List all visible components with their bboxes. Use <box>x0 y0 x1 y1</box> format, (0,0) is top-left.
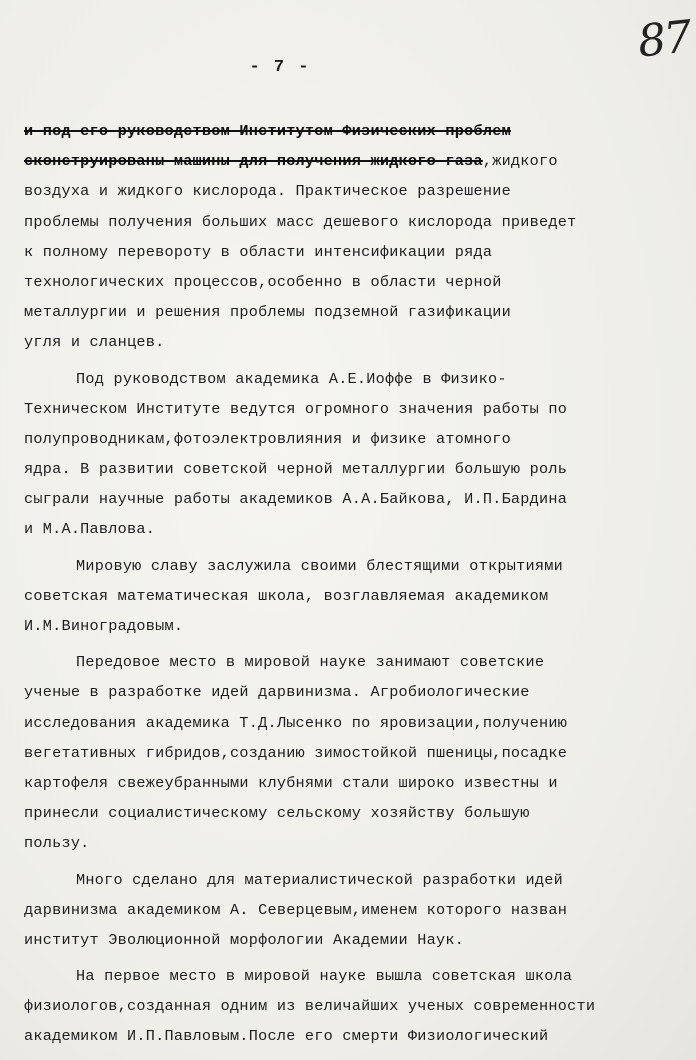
text-line: физиологов,созданная одним из величайших ученых современности <box>24 997 596 1016</box>
text-line <box>24 146 674 176</box>
text-line: картофеля свежеубранными клубнями стали широко известны и <box>24 773 558 792</box>
text-line: Техническом Институте ведутся огромного значения работы по <box>24 399 568 418</box>
text-line: ядра. В развитии советской черной металлургии большую роль <box>24 460 568 479</box>
text-line: воздуха и жидкого кислорода. Практическое разрешение <box>24 182 511 201</box>
text-line: металлургии и решения проблемы подземной газификации <box>24 303 511 322</box>
text-line: полупроводникам,фотоэлектровлияния и физике атомного <box>24 429 511 448</box>
text-line: сыграли научные работы академиков А.А.Байкова, И.П.Бардина <box>24 490 568 509</box>
text-line: угля и сланцев. <box>24 333 165 352</box>
page-number: - 7 - <box>249 58 311 77</box>
text-line: проблемы получения больших масс дешевого кислорода приведет <box>24 212 577 231</box>
text-line: пользу. <box>24 834 90 853</box>
text-line: и М.А.Павлова. <box>24 520 156 539</box>
text-line: академиком И.П.Павловым.После его смерти Физиологический <box>24 1027 549 1046</box>
handwritten-folio-number: 87 <box>635 11 693 68</box>
text-line: технологических процессов,особенно в области черной <box>24 272 502 291</box>
struck-out-text: и под его руководством Институтом Физических проблем <box>24 122 511 140</box>
line-text: ,жидкого <box>482 152 558 171</box>
text-line: И.М.Виноградовым. <box>24 617 184 635</box>
text-line: Передовое место в мировой науке занимают советские <box>76 653 545 672</box>
text-line: На первое место в мировой науке вышла советская школа <box>76 967 573 986</box>
text-line: вегетативных гибридов,созданию зимостойкой пшеницы,посадке <box>24 743 568 762</box>
text-line: Много сделано для материалистической разработки идей <box>76 870 563 889</box>
text-line: Мировую славу заслужила своими блестящими открытиями <box>76 556 563 575</box>
text-line <box>24 116 674 146</box>
text-line: к полному перевороту в области интенсификации ряда <box>24 242 493 261</box>
text-line: ученые в разработке идей дарвинизма. Агробиологические <box>24 683 530 702</box>
text-line: институт Эволюционной морфологии Академии Наук. <box>24 930 465 949</box>
text-line: дарвинизма академиком А. Северцевым,именем которого назван <box>24 900 568 919</box>
body-text <box>24 116 674 1052</box>
struck-out-text: сконструированы машины для получения жидкого газа <box>24 152 483 171</box>
text-line: принесли социалистическому сельскому хозяйству большую <box>24 804 530 823</box>
text-line: исследования академика Т.Д.Лысенко по яровизации,получению <box>24 713 568 732</box>
text-line: советская математическая школа, возглавляемая академиком <box>24 586 549 605</box>
text-line: Под руководством академика А.Е.Иоффе в Физико- <box>76 369 507 388</box>
